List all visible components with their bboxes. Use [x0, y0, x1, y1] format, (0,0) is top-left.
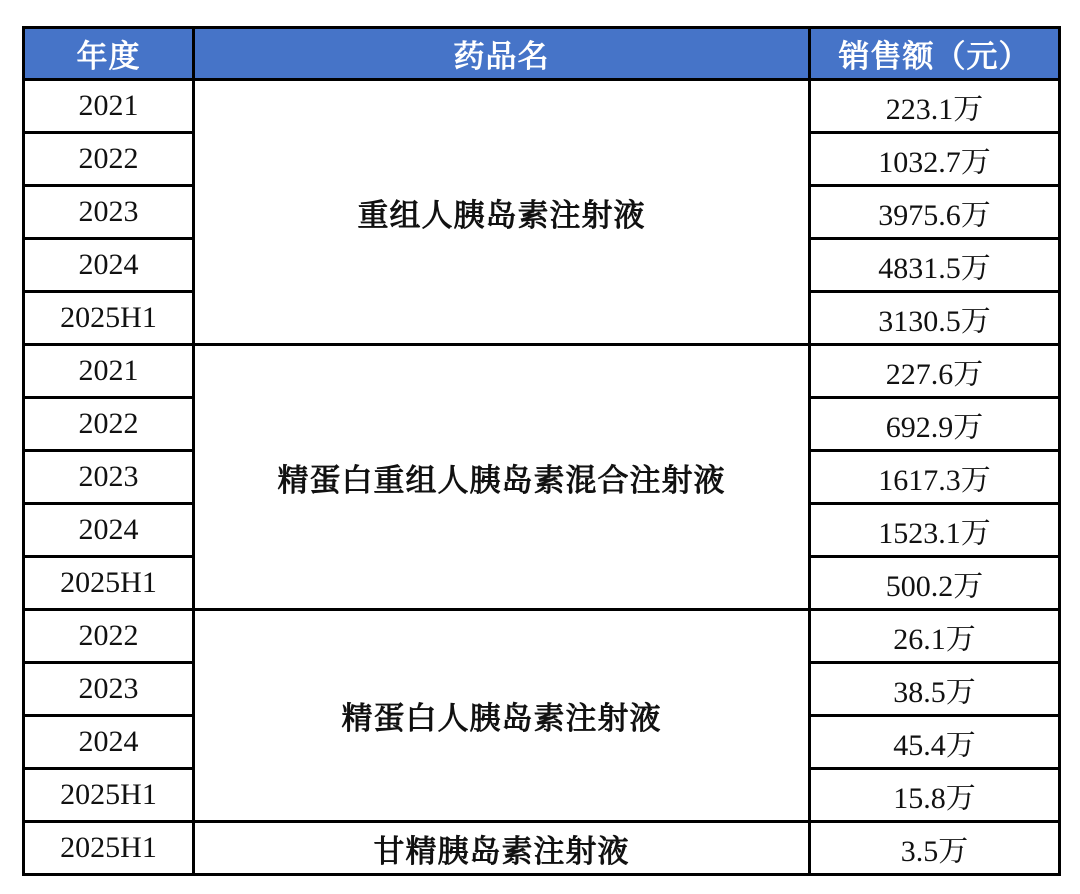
year-cell: 2021 — [24, 345, 194, 398]
sales-amount-cell: 26.1万 — [810, 610, 1060, 663]
year-cell: 2022 — [24, 133, 194, 186]
drug-name-cell: 甘精胰岛素注射液 — [194, 822, 810, 875]
year-cell: 2023 — [24, 186, 194, 239]
table-row — [24, 610, 1060, 663]
sales-amount-cell: 3130.5万 — [810, 292, 1060, 345]
drug-sales-table — [22, 26, 1061, 876]
sales-amount-cell: 223.1万 — [810, 80, 1060, 133]
sales-amount-cell: 500.2万 — [810, 557, 1060, 610]
sales-amount-cell: 1617.3万 — [810, 451, 1060, 504]
table-header — [24, 28, 1060, 80]
table-row — [24, 822, 1060, 875]
year-cell: 2023 — [24, 451, 194, 504]
column-header-sales-amount: 销售额（元） — [810, 28, 1060, 80]
year-cell: 2025H1 — [24, 769, 194, 822]
table-body — [24, 80, 1060, 875]
sales-amount-cell: 692.9万 — [810, 398, 1060, 451]
sales-amount-cell: 45.4万 — [810, 716, 1060, 769]
drug-name-cell: 精蛋白人胰岛素注射液 — [194, 610, 810, 822]
year-cell: 2023 — [24, 663, 194, 716]
year-cell: 2022 — [24, 398, 194, 451]
year-cell: 2024 — [24, 716, 194, 769]
year-cell: 2025H1 — [24, 292, 194, 345]
year-cell: 2021 — [24, 80, 194, 133]
sales-amount-cell: 227.6万 — [810, 345, 1060, 398]
header-row — [24, 28, 1060, 80]
column-header-drug-name: 药品名 — [194, 28, 810, 80]
sales-amount-cell: 38.5万 — [810, 663, 1060, 716]
drug-name-cell: 精蛋白重组人胰岛素混合注射液 — [194, 345, 810, 610]
year-cell: 2025H1 — [24, 822, 194, 875]
sales-amount-cell: 4831.5万 — [810, 239, 1060, 292]
table-row — [24, 345, 1060, 398]
sales-amount-cell: 1523.1万 — [810, 504, 1060, 557]
drug-name-cell: 重组人胰岛素注射液 — [194, 80, 810, 345]
sales-amount-cell: 1032.7万 — [810, 133, 1060, 186]
year-cell: 2025H1 — [24, 557, 194, 610]
sales-amount-cell: 3975.6万 — [810, 186, 1060, 239]
year-cell: 2024 — [24, 504, 194, 557]
column-header-year: 年度 — [24, 28, 194, 80]
table-row — [24, 80, 1060, 133]
year-cell: 2022 — [24, 610, 194, 663]
sales-amount-cell: 15.8万 — [810, 769, 1060, 822]
year-cell: 2024 — [24, 239, 194, 292]
sales-amount-cell: 3.5万 — [810, 822, 1060, 875]
